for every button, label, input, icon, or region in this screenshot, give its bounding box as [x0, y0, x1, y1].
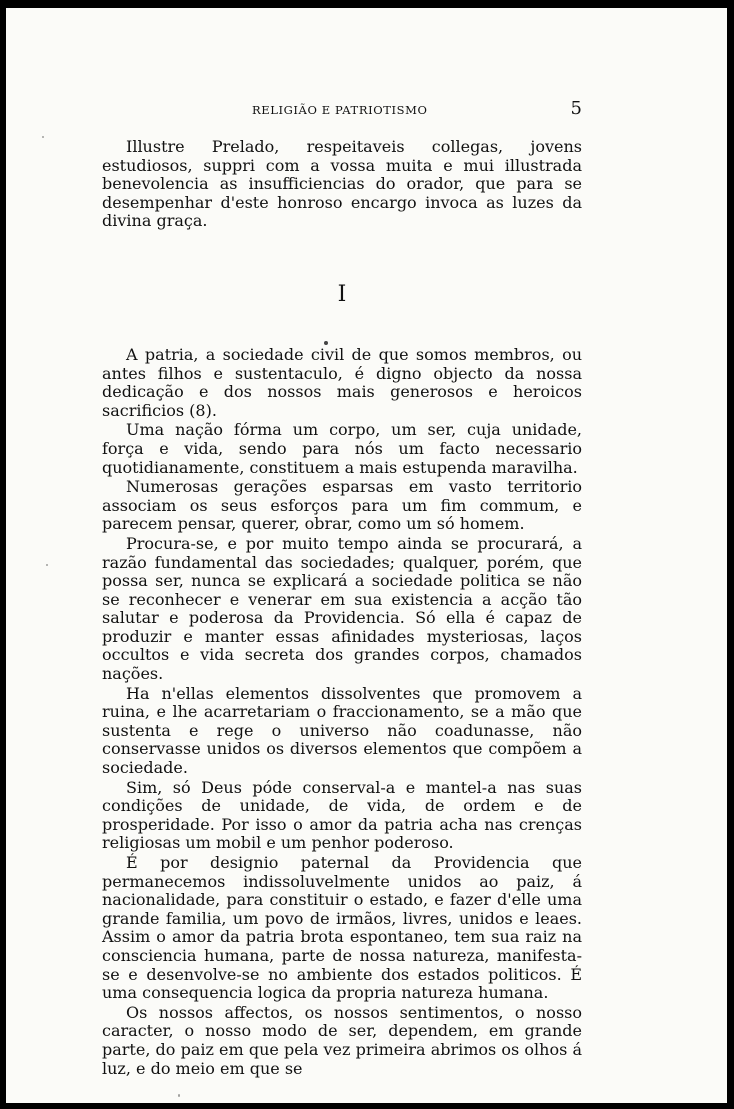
scan-speck [178, 1094, 180, 1097]
paragraph-3: Numerosas gerações esparsas em vasto territorio associam os seus esforços para um fim commum, e parecem pensar, querer, obrar, como um só homem. [102, 477, 582, 534]
section-numeral: I [337, 281, 347, 307]
intro-paragraph: Illustre Prelado, respeitaveis collegas, jovens estudiosos, suppri com a vossa muita e mui illustrada benevolencia as insufficiencias do orador, que para se desempenhar d'este honroso encargo invoca as luzes da divina graça. [102, 137, 582, 231]
paragraph-5: Ha n'ellas elementos dissolventes que promovem a ruina, e lhe acarretariam o fraccionamento, se a mão que sustenta e rege o universo não coadunasse, não conservasse unidos os diversos elementos que compõem a sociedade. [102, 683, 582, 778]
book-page [102, 98, 582, 1078]
scan-speck [324, 341, 328, 345]
paragraph-7: É por designio paternal da Providencia que permanecemos indissoluvelmente unidos ao paiz, á nacionalidade, para constituir o estado, e fazer d'elle uma grande familia, um povo de irmãos, livres, unidos e leaes. Assim o amor da patria brota espontaneo, tem sua raiz na consciencia humana, parte de nossa natureza, manifesta-se e desenvolve-se no ambiente dos estados politicos. É uma consequencia logica da propria natureza humana. [102, 853, 582, 1003]
paragraph-6: Sim, só Deus póde conserval-a e mantel-a nas suas condições de unidade, de vida, de ordem e de prosperidade. Por isso o amor da patria acha nas crenças religiosas um mobil e um penhor poderoso. [102, 777, 582, 853]
page-number: 5 [570, 98, 582, 119]
running-title: RELIGIÃO E PATRIOTISMO [252, 103, 428, 117]
paragraph-2: Uma nação fórma um corpo, um ser, cuja unidade, força e vida, sendo para nós um facto necessario quotidianamente, constituem a mais estupenda maravilha. [102, 420, 582, 477]
scan-speck [42, 136, 44, 138]
paragraph-4: Procura-se, e por muito tempo ainda se procurará, a razão fundamental das sociedades; qualquer, porém, que possa ser, nunca se explicará a sociedade politica se não se reconhecer e venerar em sua existencia a acção tão salutar e poderosa da Providencia. Só ella é capaz de produzir e manter essas afinidades mysteriosas, laços occultos e vida secreta dos grandes corpos, chamados nações. [102, 533, 582, 684]
paragraph-1: A patria, a sociedade civil de que somos membros, ou antes filhos e sustentaculo, é digno objecto da nossa dedicação e dos nossos mais generosos e heroicos sacrificios (8). [102, 344, 582, 420]
running-head [102, 98, 582, 126]
page-text [102, 138, 582, 1078]
paragraph-8: Os nossos affectos, os nossos sentimentos, o nosso caracter, o nosso modo de ser, dependem, em grande parte, do paiz em que pela vez primeira abrimos os olhos á luz, e do meio em que se [102, 1002, 582, 1078]
scan-speck [46, 564, 48, 566]
